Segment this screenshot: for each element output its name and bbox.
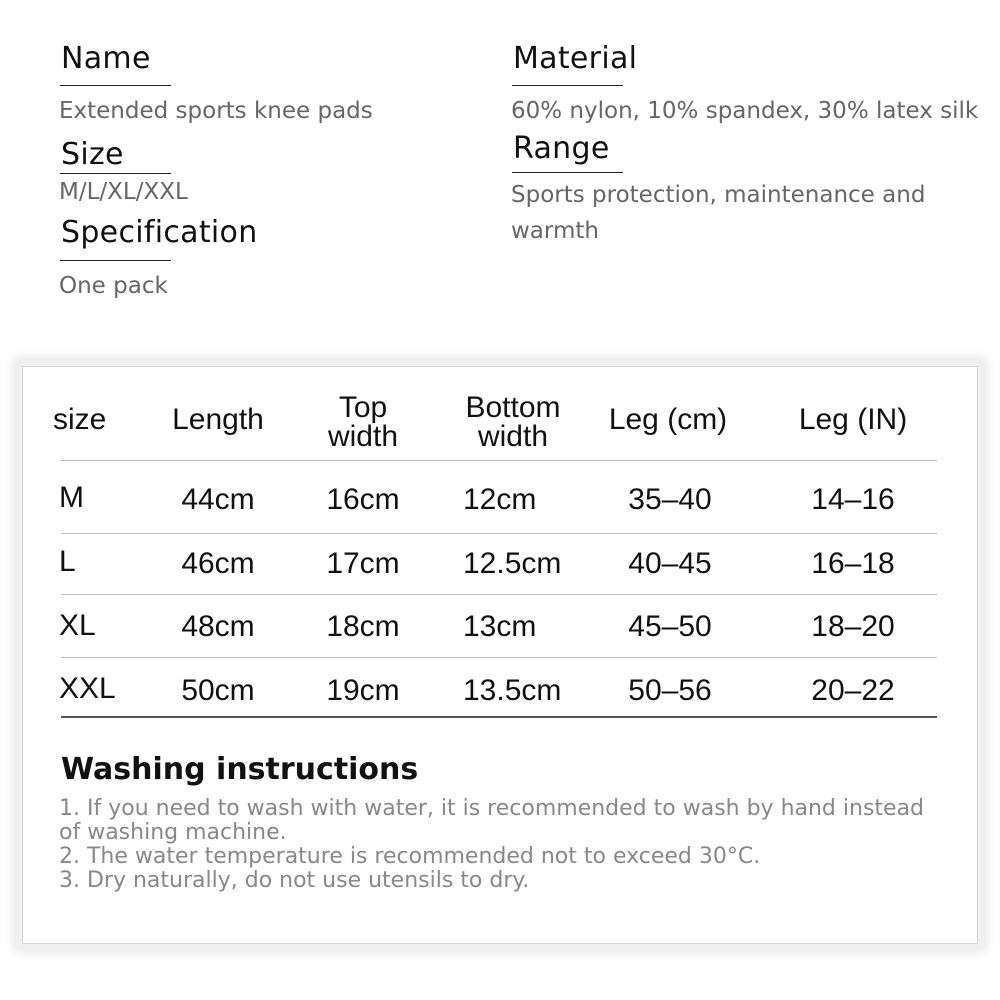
table-bottom-rule: [61, 716, 937, 718]
header-top-width-line-1: Top: [338, 391, 388, 424]
cell-leg-cm: 40–45: [628, 547, 712, 580]
name-underline: [60, 85, 171, 86]
washing-instruction-line: of washing machine.: [59, 820, 287, 845]
name-value: Extended sports knee pads: [59, 98, 373, 124]
cell-size: XL: [59, 609, 96, 642]
header-size: size: [53, 403, 107, 436]
specification-value: One pack: [59, 273, 168, 299]
cell-length: 44cm: [181, 483, 255, 516]
range-value-line-2: warmth: [511, 218, 599, 244]
cell-top-width: 19cm: [326, 674, 400, 707]
range-heading: Range: [513, 131, 610, 166]
size-value: M/L/XL/XXL: [59, 179, 188, 205]
table-rule: [61, 594, 937, 595]
material-value: 60% nylon, 10% spandex, 30% latex silk: [511, 98, 979, 124]
header-leg-in: Leg (IN): [798, 403, 908, 436]
washing-instruction-line: 1. If you need to wash with water, it is recommended to wash by hand instead: [59, 796, 925, 821]
material-heading: Material: [513, 41, 638, 76]
specification-heading: Specification: [61, 215, 258, 250]
table-rule: [61, 533, 937, 534]
size-heading: Size: [61, 137, 124, 172]
cell-leg-cm: 45–50: [628, 610, 712, 643]
cell-top-width: 17cm: [326, 547, 400, 580]
cell-leg-in: 14–16: [811, 483, 895, 516]
material-underline: [512, 85, 623, 86]
cell-leg-in: 18–20: [811, 610, 895, 643]
cell-bottom-width: 12.5cm: [463, 547, 562, 580]
size-chart-card: [22, 366, 978, 944]
range-underline: [512, 172, 623, 173]
specification-underline: [60, 260, 171, 261]
cell-leg-in: 16–18: [811, 547, 895, 580]
range-value-line-1: Sports protection, maintenance and: [511, 182, 926, 208]
header-bottom-width-line-2: width: [477, 420, 549, 453]
cell-leg-cm: 50–56: [628, 674, 712, 707]
cell-size: XXL: [59, 672, 116, 705]
cell-top-width: 18cm: [326, 610, 400, 643]
name-heading: Name: [61, 41, 151, 76]
cell-top-width: 16cm: [326, 483, 400, 516]
washing-instructions-list: [59, 797, 959, 893]
cell-leg-in: 20–22: [811, 674, 895, 707]
cell-length: 50cm: [181, 674, 255, 707]
header-leg-cm: Leg (cm): [608, 403, 728, 436]
header-top-width-line-2: width: [327, 420, 399, 453]
cell-length: 46cm: [181, 547, 255, 580]
table-rule: [61, 657, 937, 658]
cell-size: L: [59, 545, 76, 578]
cell-bottom-width: 13.5cm: [463, 674, 562, 707]
cell-length: 48cm: [181, 610, 255, 643]
washing-instruction-line: 2. The water temperature is recommended not to exceed 30°C.: [59, 844, 761, 869]
cell-bottom-width: 12cm: [463, 483, 537, 516]
cell-size: M: [59, 481, 84, 514]
cell-leg-cm: 35–40: [628, 483, 712, 516]
washing-instructions-title: Washing instructions: [61, 752, 419, 787]
header-bottom-width-line-1: Bottom: [465, 391, 561, 424]
cell-bottom-width: 13cm: [463, 610, 537, 643]
table-rule: [61, 460, 937, 461]
washing-instruction-line: 3. Dry naturally, do not use utensils to dry.: [59, 868, 530, 893]
header-length: Length: [172, 403, 264, 436]
